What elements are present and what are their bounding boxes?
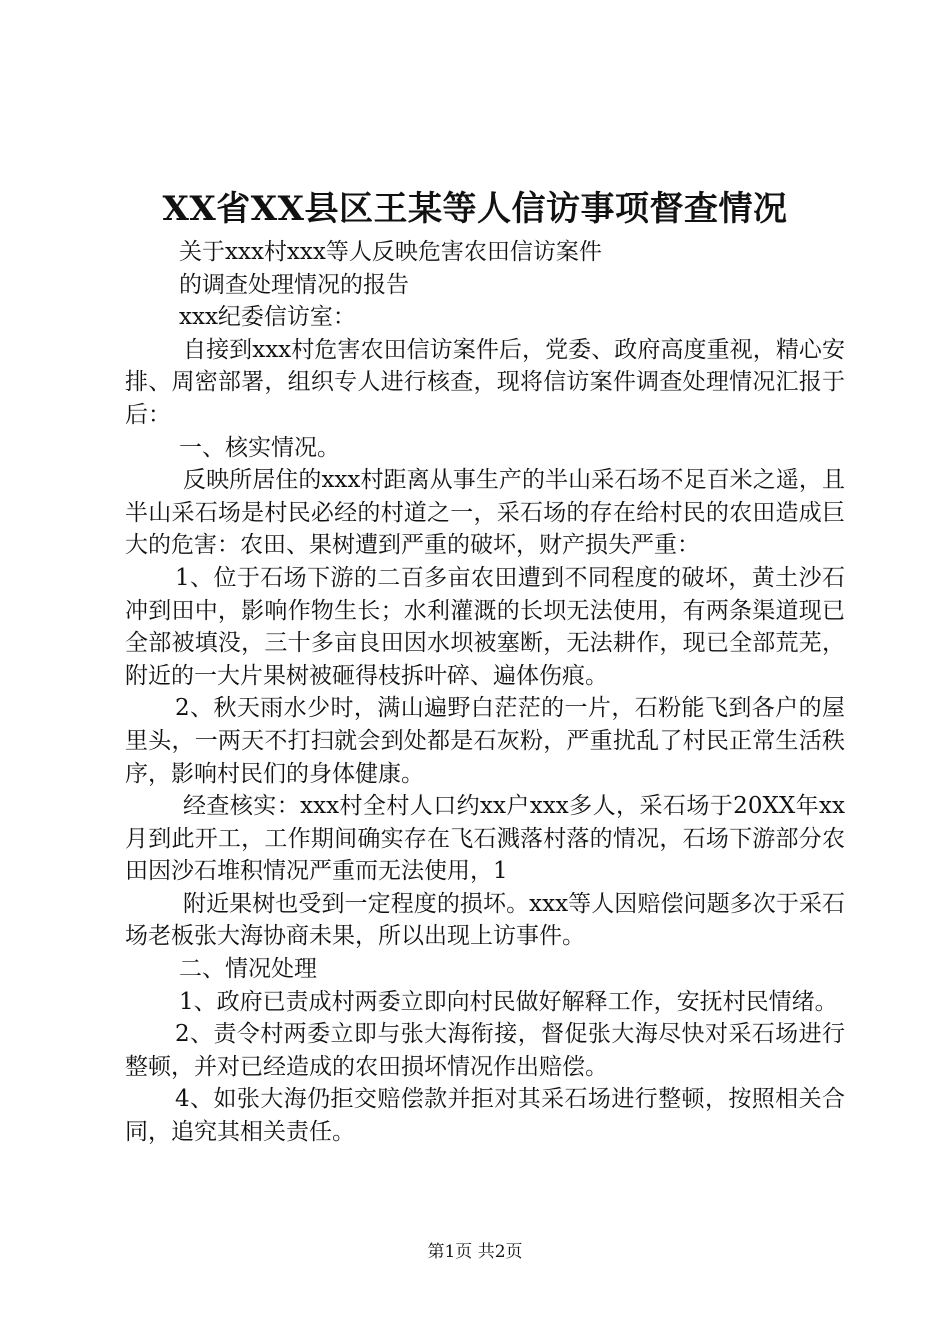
verification-result: 经查核实：xxx村全村人口约xx户xxx多人，采石场于20XX年xx月到此开工，工作期间确实存在飞石溅落村落的情况，石场下游部分农田因沙石堆积情况严重而无法使用，1 — [125, 793, 845, 885]
complaint-paragraph: 反映所居住的xxx村距离从事生产的半山采石场不足百米之遥，且半山采石场是村民必经的村道之一，采石场的存在给村民的农田造成巨大的危害：农田、果树遭到严重的破坏，财产损失严重： — [125, 467, 845, 559]
damage-item-2: 2、秋天雨水少时，满山遍野白茫茫的一片，石粉能飞到各户的屋里头，一两天不打扫就会到处都是石灰粉，严重扰乱了村民正常生活秩序，影响村民们的身体健康。 — [125, 695, 845, 787]
intro-paragraph: 自接到xxx村危害农田信访案件后，党委、政府高度重视，精心安排、周密部署，组织专人进行核查，现将信访案件调查处理情况汇报于后： — [125, 336, 845, 428]
handling-item-2: 2、责令村两委立即与张大海衔接，督促张大海尽快对采石场进行整顿，并对已经造成的农田损坏情况作出赔偿。 — [125, 1021, 845, 1080]
handling-item-1: 1、政府已责成村两委立即向村民做好解释工作，安抚村民情绪。 — [179, 988, 838, 1015]
report-title-line-1: 关于xxx村xxx等人反映危害农田信访案件 — [179, 239, 602, 265]
section-heading-handling: 二、情况处理 — [179, 956, 317, 983]
addressee: xxx纪委信访室： — [179, 304, 356, 331]
page-number: 第1页 共2页 — [427, 1242, 523, 1262]
handling-item-4: 4、如张大海仍拒交赔偿款并拒对其采石场进行整顿，按照相关合同，追究其相关责任。 — [125, 1086, 845, 1146]
verification-continued: 附近果树也受到一定程度的损坏。xxx等人因赔偿问题多次于采石场老板张大海协商未果，所以出现上访事件。 — [125, 890, 845, 950]
document-title: XX省XX县区王某等人信访事项督查情况 — [162, 189, 788, 229]
report-title-line-2: 的调查处理情况的报告 — [179, 271, 409, 298]
damage-item-1: 1、位于石场下游的二百多亩农田遭到不同程度的破坏，黄土沙石冲到田中，影响作物生长；水利灌溉的长坝无法使用，有两条渠道现已全部被填没，三十多亩良田因水坝被塞断，无法耕作，现已全部荒芜，附近的一大片果树被砸得枝拆叶碎、遍体伤痕。 — [125, 564, 845, 689]
section-heading-verification: 一、核实情况。 — [179, 434, 340, 461]
document-body — [125, 236, 845, 1149]
